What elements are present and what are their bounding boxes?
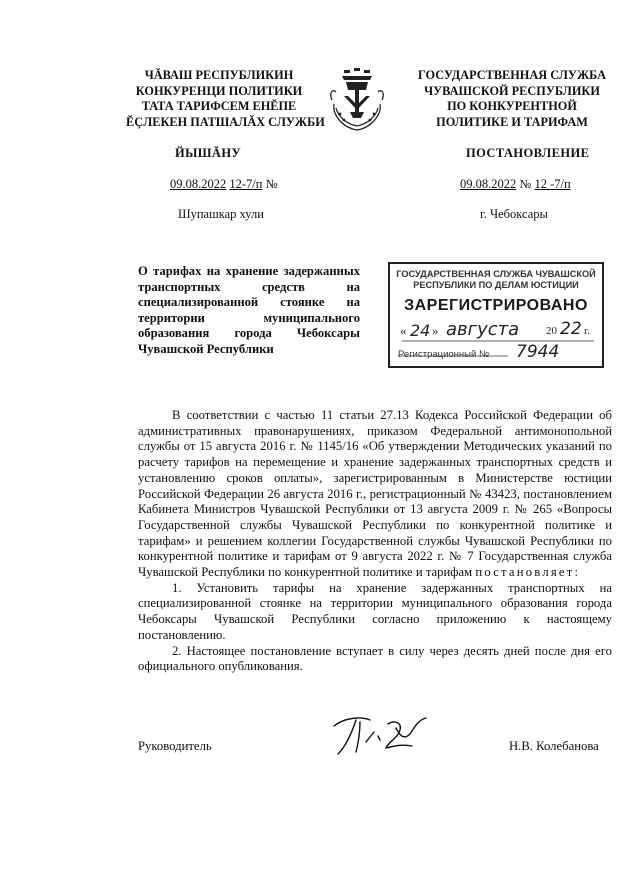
stamp-year-suffix: 22 bbox=[560, 319, 582, 339]
reference-right-sign: № bbox=[519, 177, 532, 191]
stamp-org-line: ГОСУДАРСТВЕННАЯ СЛУЖБА ЧУВАШСКОЙ bbox=[396, 269, 596, 279]
body-resolve-word: постановляет: bbox=[475, 565, 581, 580]
chuvashia-coat-of-arms-icon bbox=[326, 64, 388, 132]
header-right-russian bbox=[414, 68, 610, 130]
reference-left-date: 09.08.2022 bbox=[170, 177, 227, 191]
stamp-date-underline bbox=[398, 339, 598, 343]
doc-type-chuvash: ЙЫШĂНУ bbox=[175, 146, 242, 160]
signatory-name: Н.В. Колебанова bbox=[509, 739, 599, 753]
stamp-org-line: РЕСПУБЛИКИ ПО ДЕЛАМ ЮСТИЦИИ bbox=[413, 280, 579, 290]
reference-right-date: 09.08.2022 bbox=[460, 177, 517, 191]
body-paragraph-main: В соответствии с частью 11 статьи 27.13 Кодекса Российской Федерации об административных правонарушениях, приказом Федеральной антимонопольной службы от 15 августа 2016 г. № 1145/16 «Об утверждении Методических указаний по расчету тарифов на перемещение и хранение задержанных транспортных средств и установлению сроков оплаты», зарегистрированным в Министерстве юстиции Российской Федерации 26 августа 2016 г., регистрационный № 43423, постановлением Кабинета Министров Чувашской Республики от 13 августа 2009 г. № 265 «Вопросы Государственной службы Чувашской Республики по конкурентной политике и тарифам» и решением коллегии Государственной службы Чувашской Республики по конкурентной политике и тарифам от 9 августа 2022 г. № 7 Государственная служба Чувашской Республики по конкурентной политике и тарифам bbox=[138, 408, 612, 580]
stamp-quote-close: » bbox=[432, 323, 439, 338]
city-chuvash: Шупашкар хули bbox=[178, 207, 264, 221]
registration-stamp bbox=[388, 262, 604, 368]
stamp-registration-line bbox=[398, 342, 598, 364]
stamp-day: 24 bbox=[410, 321, 431, 340]
reference-left-number: 12-7/п bbox=[229, 177, 263, 191]
city-russian: г. Чебоксары bbox=[480, 207, 548, 221]
body-paragraph bbox=[138, 408, 612, 581]
stamp-month: августа bbox=[446, 319, 520, 340]
stamp-reg-strike bbox=[398, 354, 598, 358]
stamp-year-prefix: 20 bbox=[546, 325, 557, 337]
header-left-line: ТАТА ТАРИФСЕМ ЕНĔПЕ bbox=[141, 99, 297, 113]
body-item-1: 1. Установить тарифы на хранение задержанных транспортных на специализированной стоянке на территории муниципального образования города Чебоксары Чувашской Республики согласно приложению к настоящему постановлению. bbox=[138, 580, 612, 642]
stamp-year-unit: г. bbox=[584, 325, 591, 337]
handwritten-signature-icon bbox=[330, 712, 440, 758]
header-right-line: ЧУВАШСКОЙ РЕСПУБЛИКИ bbox=[424, 83, 600, 98]
reference-left-sign: № bbox=[265, 177, 278, 191]
body-item-2: 2. Настоящее постановление вступает в силу через десять дней после дня его официального опубликования. bbox=[138, 643, 612, 674]
doc-type-russian: ПОСТАНОВЛЕНИЕ bbox=[466, 146, 590, 160]
header-right-line: ГОСУДАРСТВЕННАЯ СЛУЖБА bbox=[418, 68, 606, 82]
header-left-line: ĔÇЛЕКЕН ПАТШАЛĂХ СЛУЖБИ bbox=[126, 114, 325, 129]
stamp-date-line bbox=[398, 321, 598, 343]
header-left-line: ЧĂВАШ РЕСПУБЛИКИН bbox=[144, 68, 294, 82]
document-title: О тарифах на хранение задержанных транспортных средств на специализированной стоянке на территории муниципального образования города Чебоксары Чувашской Республики bbox=[138, 264, 360, 356]
reference-right bbox=[460, 177, 571, 192]
stamp-organization bbox=[394, 269, 598, 291]
signature-position: Руководитель bbox=[138, 739, 212, 753]
reference-left bbox=[170, 177, 278, 192]
header-left-line: КОНКУРЕНЦИ ПОЛИТИКИ bbox=[135, 83, 303, 98]
stamp-status: ЗАРЕГИСТРИРОВАНО bbox=[404, 297, 588, 314]
document-body bbox=[138, 408, 612, 675]
stamp-reg-number: 7944 bbox=[516, 342, 560, 362]
header-right-line: ПОЛИТИКЕ И ТАРИФАМ bbox=[436, 114, 588, 129]
header-left-chuvash bbox=[126, 68, 325, 130]
header-right-line: ПО КОНКУРЕНТНОЙ bbox=[447, 99, 577, 113]
stamp-reg-label: Регистрационный № bbox=[398, 349, 490, 360]
reference-right-number: 12 -7/п bbox=[534, 177, 571, 191]
stamp-quote-open: « bbox=[400, 323, 407, 338]
